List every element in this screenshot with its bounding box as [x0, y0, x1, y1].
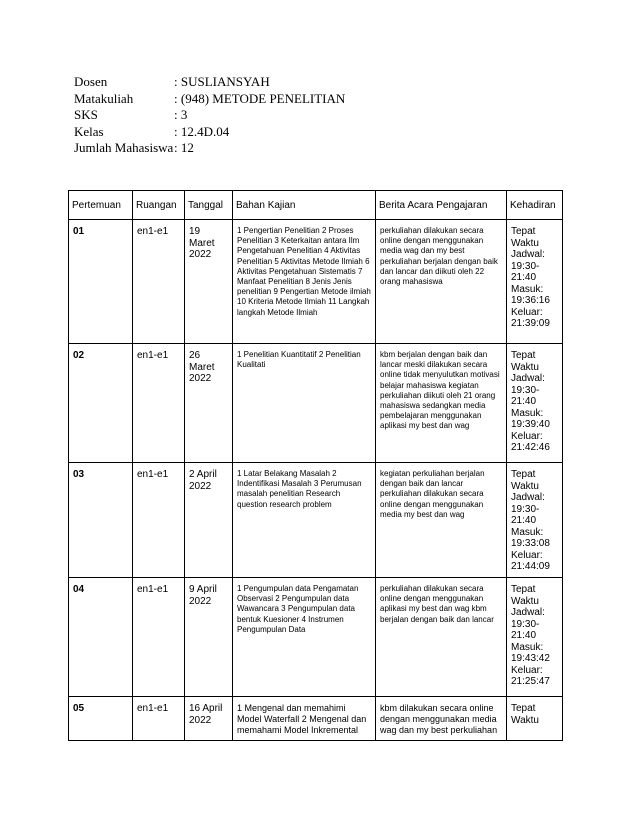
table-row — [69, 463, 563, 578]
cell-pertemuan: 03 — [69, 463, 133, 578]
cell-pertemuan: 02 — [69, 344, 133, 463]
header-ruangan: Ruangan — [133, 191, 185, 220]
matakuliah-label: Matakuliah — [74, 90, 134, 106]
header-kehadiran: Kehadiran — [507, 191, 563, 220]
cell-kehadiran: Tepat Waktu Jadwal: 19:30-21:40 Masuk: 19:36:16 Keluar: 21:39:09 — [507, 220, 563, 344]
cell-berita-acara: kbm berjalan dengan baik dan lancar meski dilakukan secara online tidak menyulutkan motivasi belajar mahasiswa kegiatan perkuliahan diikuti oleh 21 orang mahasiswa sedangkan media pembelajaran menggunakan aplikasi my best dan wag — [376, 344, 507, 463]
header-tanggal: Tanggal — [185, 191, 233, 220]
info-row-sks — [74, 107, 345, 124]
matakuliah-value: : (948) METODE PENELITIAN — [174, 90, 346, 106]
cell-ruangan: en1-e1 — [133, 344, 185, 463]
header-bahan-kajian: Bahan Kajian — [233, 191, 376, 220]
jumlah-label: Jumlah Mahasiswa — [74, 140, 174, 155]
cell-bahan-kajian: 1 Pengumpulan data Pengamatan Observasi 2 Pengumpulan data Wawancara 3 Pengumpulan data bentuk Kuesioner 4 Instrumen Pengumpulan Data — [233, 578, 376, 697]
cell-pertemuan: 04 — [69, 578, 133, 697]
cell-tanggal: 16 April 2022 — [185, 697, 233, 741]
cell-berita-acara: perkuliahan dilakukan secara online dengan menggunakan aplikasi my best dan wag kbm berjalan dengan baik dan lancar — [376, 578, 507, 697]
cell-bahan-kajian: 1 Pengertian Penelitian 2 Proses Penelitian 3 Keterkaitan antara Ilm Pengetahuan Penelitian 4 Aktivitas Penelitian 5 Aktivitas Metode Ilmiah 6 Aktivitas Pengetahuan Sistematis 7 Manfaat Penelitian 8 Jenis Jenis penelitian 9 Pengertian Metode ilmiah 10 Kriteria Metode Ilmiah 11 Langkah langkah Metode Ilmiah — [233, 220, 376, 344]
table-row — [69, 578, 563, 697]
cell-berita-acara: perkuliahan dilakukan secara online dengan menggunakan media wag dan my best perkuliahan berjalan dengan baik dan lancar dan diikuti oleh 22 orang mahasiswa — [376, 220, 507, 344]
cell-tanggal: 9 April 2022 — [185, 578, 233, 697]
info-row-kelas — [74, 124, 345, 141]
cell-kehadiran: Tepat Waktu — [507, 697, 563, 741]
dosen-label: Dosen — [74, 74, 108, 89]
cell-berita-acara: kbm dilakukan secara online dengan menggunakan media wag dan my best perkuliahan — [376, 697, 507, 741]
cell-berita-acara: kegiatan perkuliahan berjalan dengan baik dan lancar perkuliahan dilakukan secara online dengan menggunakan media my best dan wag — [376, 463, 507, 578]
cell-tanggal: 19 Maret 2022 — [185, 220, 233, 344]
cell-tanggal: 2 April 2022 — [185, 463, 233, 578]
header-pertemuan: Pertemuan — [69, 191, 133, 220]
cell-bahan-kajian: 1 Mengenal dan memahimi Model Waterfall 2 Mengenal dan memahami Model Inkremental — [233, 697, 376, 741]
attendance-table — [68, 190, 563, 741]
info-row-jumlah — [74, 140, 345, 157]
cell-ruangan: en1-e1 — [133, 463, 185, 578]
table-header-row — [69, 191, 563, 220]
cell-tanggal: 26 Maret 2022 — [185, 344, 233, 463]
kelas-value: : 12.4D.04 — [174, 123, 230, 139]
cell-ruangan: en1-e1 — [133, 578, 185, 697]
sks-value: : 3 — [174, 107, 188, 122]
cell-kehadiran: Tepat Waktu Jadwal: 19:30-21:40 Masuk: 19:43:42 Keluar: 21:25:47 — [507, 578, 563, 697]
cell-bahan-kajian: 1 Penelitian Kuantitatif 2 Penelitian Kualitati — [233, 344, 376, 463]
header-berita-acara: Berita Acara Pengajaran — [376, 191, 507, 220]
course-info — [74, 74, 345, 157]
info-row-matakuliah — [74, 91, 345, 108]
cell-pertemuan: 01 — [69, 220, 133, 344]
table-row — [69, 344, 563, 463]
cell-ruangan: en1-e1 — [133, 697, 185, 741]
cell-kehadiran: Tepat Waktu Jadwal: 19:30-21:40 Masuk: 19:39:40 Keluar: 21:42:46 — [507, 344, 563, 463]
cell-bahan-kajian: 1 Latar Belakang Masalah 2 Indentifikasi Masalah 3 Perumusan masalah penelitian Research question research problem — [233, 463, 376, 578]
cell-kehadiran: Tepat Waktu Jadwal: 19:30-21:40 Masuk: 19:33:08 Keluar: 21:44:09 — [507, 463, 563, 578]
sks-label: SKS — [74, 107, 98, 122]
table-row — [69, 220, 563, 344]
cell-ruangan: en1-e1 — [133, 220, 185, 344]
table-row — [69, 697, 563, 741]
kelas-label: Kelas — [74, 123, 104, 139]
info-row-dosen — [74, 74, 345, 91]
jumlah-value: : 12 — [174, 140, 194, 155]
cell-pertemuan: 05 — [69, 697, 133, 741]
dosen-value: : SUSLIANSYAH — [174, 74, 270, 89]
